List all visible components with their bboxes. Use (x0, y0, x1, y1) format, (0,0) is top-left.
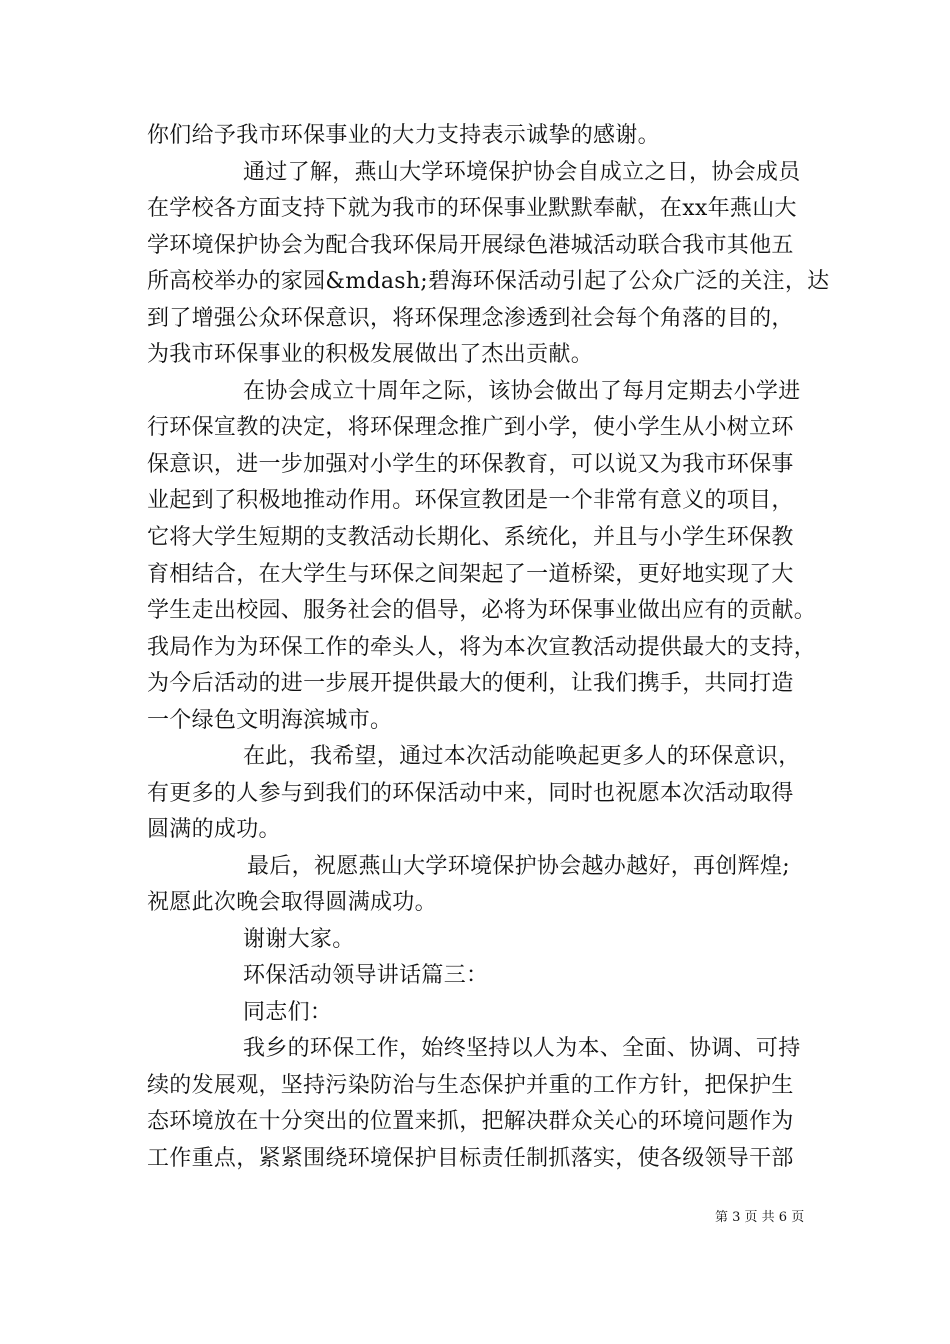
text-line: 它将大学生短期的支教活动长期化、系统化，并且与小学生环保教 (147, 525, 794, 550)
text-line: 圆满的成功。 (147, 817, 281, 842)
text-line: 续的发展观，坚持污染防治与生态保护并重的工作方针，把保护生 (147, 1073, 794, 1098)
text-line: 学生走出校园、服务社会的倡导，必将为环保事业做出应有的贡献。 (147, 598, 817, 623)
section-heading: 环保活动领导讲话篇三： (243, 963, 489, 988)
text-line: 最后，祝愿燕山大学环境保护协会越办越好，再创辉煌; (247, 854, 790, 879)
text-line: 业起到了积极地推动作用。环保宣教团是一个非常有意义的项目， (147, 488, 794, 513)
text-line: 在学校各方面支持下就为我市的环保事业默默奉献，在xx年燕山大 (147, 196, 797, 221)
text-line: 你们给予我市环保事业的大力支持表示诚挚的感谢。 (147, 123, 660, 148)
text-line: 保意识，进一步加强对小学生的环保教育，可以说又为我市环保事 (147, 452, 794, 477)
text-line: 有更多的人参与到我们的环保活动中来，同时也祝愿本次活动取得 (147, 781, 794, 806)
text-line: 所高校举办的家园&mdash;碧海环保活动引起了公众广泛的关注，达 (147, 269, 830, 294)
text-line: 育相结合，在大学生与环保之间架起了一道桥梁，更好地实现了大 (147, 562, 794, 587)
text-line: 同志们： (243, 1000, 333, 1025)
text-line: 在此，我希望，通过本次活动能唤起更多人的环保意识， (243, 744, 801, 769)
text-line: 到了增强公众环保意识，将环保理念渗透到社会每个角落的目的， (147, 306, 794, 331)
text-line: 我局作为为环保工作的牵头人，将为本次宣教活动提供最大的支持， (147, 635, 817, 660)
text-line: 为今后活动的进一步展开提供最大的便利，让我们携手，共同打造 (147, 671, 794, 696)
text-line: 一个绿色文明海滨城市。 (147, 708, 393, 733)
text-line: 谢谢大家。 (243, 927, 355, 952)
text-line: 为我市环保事业的积极发展做出了杰出贡献。 (147, 342, 594, 367)
text-line: 行环保宣教的决定，将环保理念推广到小学，使小学生从小树立环 (147, 415, 794, 440)
text-line: 在协会成立十周年之际，该协会做出了每月定期去小学进 (243, 379, 801, 404)
text-line: 工作重点，紧紧围绕环境保护目标责任制抓落实，使各级领导干部 (147, 1146, 794, 1171)
text-line: 祝愿此次晚会取得圆满成功。 (147, 890, 437, 915)
text-line: 通过了解，燕山大学环境保护协会自成立之日，协会成员 (243, 160, 801, 185)
page-number: 第 3 页 共 6 页 (715, 1210, 805, 1225)
text-line: 态环境放在十分突出的位置来抓，把解决群众关心的环境问题作为 (147, 1109, 794, 1134)
text-line: 学环境保护协会为配合我环保局开展绿色港城活动联合我市其他五 (147, 233, 794, 258)
text-line: 我乡的环保工作，始终坚持以人为本、全面、协调、可持 (243, 1036, 801, 1061)
